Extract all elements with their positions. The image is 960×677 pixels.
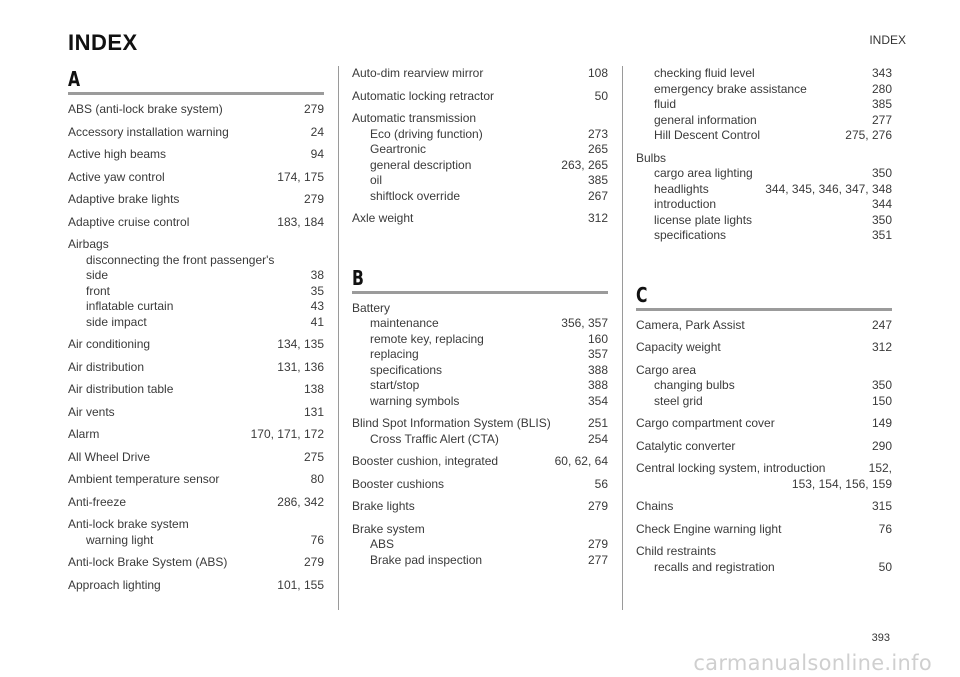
entry-term: steel grid xyxy=(654,393,703,408)
index-entry xyxy=(68,472,324,488)
section-a xyxy=(68,66,324,95)
subentry-continued xyxy=(68,268,324,284)
entry-pages: 315 xyxy=(871,499,892,513)
entry-row xyxy=(636,461,892,477)
entry-pages: 76 xyxy=(310,532,324,547)
entry-term: Capacity weight xyxy=(636,340,721,354)
subentry-row xyxy=(636,394,892,410)
entry-term: fluid xyxy=(654,97,677,111)
entry-term: general description xyxy=(370,157,472,172)
entry-row xyxy=(68,450,324,466)
entry-term: Child restraints xyxy=(636,544,717,558)
entry-row xyxy=(68,125,324,141)
entry-term: start/stop xyxy=(370,378,420,392)
entry-pages: 388 xyxy=(587,378,608,392)
index-column-1 xyxy=(68,66,324,600)
entries-col1 xyxy=(68,102,324,593)
subentry-row xyxy=(352,332,608,348)
entry-pages: 149 xyxy=(871,416,892,430)
index-entry xyxy=(68,360,324,376)
entry-term: Active high beams xyxy=(68,147,167,161)
index-entry xyxy=(352,301,608,410)
index-entry xyxy=(68,125,324,141)
index-entry xyxy=(636,151,892,244)
entry-term: Central locking system, introduction xyxy=(636,461,826,475)
section-c xyxy=(636,282,892,311)
entry-term: side impact xyxy=(86,314,147,329)
subentry-row xyxy=(352,378,608,394)
entry-pages: 290 xyxy=(871,438,892,453)
entry-pages: 279 xyxy=(587,499,608,513)
entry-pages: 279 xyxy=(587,537,608,551)
entry-term: introduction xyxy=(654,197,717,211)
index-entry xyxy=(68,405,324,421)
entry-row xyxy=(68,578,324,594)
entry-pages: 279 xyxy=(303,555,324,569)
entry-pages: 56 xyxy=(594,476,608,491)
entry-term: oil xyxy=(370,173,383,187)
entry-row xyxy=(352,477,608,493)
index-entry xyxy=(68,102,324,118)
entry-term: Accessory installation warning xyxy=(68,124,229,139)
index-entry xyxy=(352,522,608,569)
entry-term: Approach lighting xyxy=(68,577,161,592)
entry-pages: 350 xyxy=(871,378,892,392)
index-entry xyxy=(68,170,324,186)
entry-row xyxy=(352,416,608,432)
entries-col2a xyxy=(352,66,608,227)
entry-row xyxy=(68,555,324,571)
entry-term: Air vents xyxy=(68,404,115,419)
entry-term: Adaptive cruise control xyxy=(68,214,190,229)
watermark: carmanualsonline.info xyxy=(693,651,932,675)
index-entry xyxy=(68,337,324,353)
index-entry xyxy=(636,544,892,575)
index-entry xyxy=(352,477,608,493)
entry-term: remote key, replacing xyxy=(370,331,484,346)
entry-row xyxy=(636,439,892,455)
subentry-row xyxy=(352,189,608,205)
entry-row xyxy=(352,89,608,105)
entry-row xyxy=(68,360,324,376)
entry-pages: 275, 276 xyxy=(845,128,892,142)
entry-term: Automatic locking retractor xyxy=(352,88,495,103)
entry-row xyxy=(68,472,324,488)
entry-term: Anti-lock brake system xyxy=(68,517,189,531)
entry-term: headlights xyxy=(654,181,709,196)
entry-term: Brake system xyxy=(352,521,425,536)
entry-pages: 247 xyxy=(871,317,892,332)
entry-term: emergency brake assistance xyxy=(654,81,807,96)
entry-pages: 350 xyxy=(871,166,892,180)
entry-pages-continued: 153, 154, 156, 159 xyxy=(791,476,892,491)
entry-pages: 80 xyxy=(310,472,324,486)
entry-term: recalls and registration xyxy=(654,559,775,574)
subentry-row xyxy=(636,97,892,113)
entry-row xyxy=(352,499,608,515)
entry-pages: 388 xyxy=(587,362,608,377)
entry-term: Catalytic converter xyxy=(636,438,736,453)
entry-pages: 35 xyxy=(310,283,324,298)
entry-pages: 357 xyxy=(587,347,608,361)
column-divider xyxy=(622,66,623,610)
entry-pages: 343 xyxy=(871,66,892,80)
entry-term: Cargo compartment cover xyxy=(636,416,775,430)
index-entry xyxy=(636,461,892,492)
index-entry xyxy=(352,66,608,82)
entry-term: Booster cushions xyxy=(352,476,445,491)
index-entry xyxy=(68,495,324,511)
entry-row xyxy=(636,499,892,515)
index-entry xyxy=(68,215,324,231)
index-entry xyxy=(352,416,608,447)
index-entry xyxy=(636,66,892,144)
entry-pages: 344, 345, 346, 347, 348 xyxy=(765,181,892,196)
subentry-row xyxy=(352,142,608,158)
entry-term: Chains xyxy=(636,499,674,513)
entry-pages: 279 xyxy=(303,192,324,206)
index-entry xyxy=(352,111,608,204)
entry-row xyxy=(636,340,892,356)
entry-term: Anti-lock Brake System (ABS) xyxy=(68,555,228,569)
entry-pages: 354 xyxy=(587,393,608,408)
section-rule xyxy=(352,291,608,294)
index-entry xyxy=(68,382,324,398)
entry-row xyxy=(352,454,608,470)
subentry-row xyxy=(352,158,608,174)
index-entry xyxy=(68,192,324,208)
section-letter-c: C xyxy=(636,282,648,307)
entry-pages: 41 xyxy=(310,314,324,329)
entry-term: Active yaw control xyxy=(68,169,165,184)
entry-pages: 150 xyxy=(871,393,892,408)
section-letter-b: B xyxy=(352,265,364,290)
entry-term: changing bulbs xyxy=(654,378,735,392)
entry-pages: 385 xyxy=(871,97,892,111)
entry-row xyxy=(68,495,324,511)
section-rule xyxy=(68,92,324,95)
entry-term: Ambient temperature sensor xyxy=(68,472,220,486)
entry-pages: 251 xyxy=(587,416,608,430)
subentry-row xyxy=(352,173,608,189)
entry-pages: 160 xyxy=(587,331,608,346)
subentry-row xyxy=(68,315,324,331)
entry-pages: 312 xyxy=(587,211,608,225)
entry-row xyxy=(68,147,324,163)
entry-term: Air distribution table xyxy=(68,382,174,396)
entry-pages: 385 xyxy=(587,173,608,187)
index-entry xyxy=(636,340,892,356)
subentry-row xyxy=(68,299,324,315)
entry-pages: 265 xyxy=(587,142,608,156)
entry-pages: 108 xyxy=(587,66,608,80)
entry-pages: 279 xyxy=(303,102,324,116)
entry-row xyxy=(636,151,892,167)
entry-row xyxy=(68,215,324,231)
entry-row xyxy=(68,517,324,533)
entry-pages: 286, 342 xyxy=(277,494,324,509)
entry-term: checking fluid level xyxy=(654,66,755,80)
index-entry xyxy=(636,416,892,432)
entry-pages: 101, 155 xyxy=(277,577,324,592)
subentry-row xyxy=(636,128,892,144)
section-rule xyxy=(636,308,892,311)
index-entry xyxy=(636,499,892,515)
entry-pages: 350 xyxy=(871,212,892,227)
entry-pages: 134, 135 xyxy=(277,337,324,351)
entry-term: specifications xyxy=(370,362,443,377)
entry-row xyxy=(68,405,324,421)
entry-term: cargo area lighting xyxy=(654,166,753,180)
subentry-row xyxy=(636,82,892,98)
subentry-row xyxy=(636,213,892,229)
entry-term: general information xyxy=(654,112,757,127)
entry-pages: 351 xyxy=(871,228,892,242)
section-letter-a: A xyxy=(68,67,81,91)
index-column-3 xyxy=(636,66,892,582)
entry-term: Brake pad inspection xyxy=(370,552,483,567)
index-entry xyxy=(68,450,324,466)
entry-pages: 312 xyxy=(871,340,892,354)
entry-row xyxy=(636,363,892,379)
column-divider xyxy=(338,66,339,610)
entry-pages: 263, 265 xyxy=(561,157,608,172)
entry-pages: 60, 62, 64 xyxy=(554,454,608,468)
subentry-row xyxy=(68,253,324,269)
entry-pages: 170, 171, 172 xyxy=(250,427,324,441)
index-entry xyxy=(68,237,324,330)
subentry-row xyxy=(636,197,892,213)
entry-term: warning light xyxy=(86,532,154,547)
entry-term: warning symbols xyxy=(370,393,460,408)
entry-term: ABS xyxy=(370,537,395,551)
entry-term: Bulbs xyxy=(636,150,667,165)
entry-term: disconnecting the front passenger's xyxy=(86,252,275,267)
entry-pages: 273 xyxy=(587,126,608,141)
entry-pages: 43 xyxy=(310,299,324,313)
entry-row xyxy=(68,427,324,443)
entry-pages: 131, 136 xyxy=(277,359,324,374)
entry-pages: 280 xyxy=(871,81,892,96)
index-entry xyxy=(68,517,324,548)
entry-term: specifications xyxy=(654,228,727,242)
entries-col3b xyxy=(636,318,892,576)
index-entry xyxy=(68,555,324,571)
index-entry xyxy=(68,578,324,594)
entry-row xyxy=(352,66,608,82)
subentry-row xyxy=(352,553,608,569)
entry-term: inflatable curtain xyxy=(86,299,174,313)
entry-term: Air conditioning xyxy=(68,337,151,351)
subentry-row xyxy=(352,347,608,363)
entry-term: side xyxy=(86,268,109,282)
subentry-row xyxy=(636,560,892,576)
subentry-row xyxy=(636,166,892,182)
entry-term: Cross Traffic Alert (CTA) xyxy=(370,431,499,446)
index-entry xyxy=(352,499,608,515)
section-b xyxy=(352,265,608,294)
entry-pages: 138 xyxy=(303,382,324,396)
subentry-row xyxy=(636,228,892,244)
entry-pages: 254 xyxy=(587,431,608,446)
entry-term: Eco (driving function) xyxy=(370,126,483,141)
entry-pages: 38 xyxy=(310,268,324,282)
entry-row xyxy=(352,301,608,317)
index-entry xyxy=(352,211,608,227)
entry-row xyxy=(636,416,892,432)
page-title: INDEX xyxy=(68,30,138,55)
subentry-row xyxy=(636,113,892,129)
index-entry xyxy=(68,147,324,163)
entries-col2b xyxy=(352,301,608,569)
entry-row xyxy=(636,522,892,538)
entry-pages: 356, 357 xyxy=(561,316,608,330)
entry-term: maintenance xyxy=(370,316,439,330)
entry-row xyxy=(68,337,324,353)
entry-pages: 277 xyxy=(587,552,608,567)
entry-row xyxy=(636,318,892,334)
subentry-row xyxy=(352,127,608,143)
entry-term: license plate lights xyxy=(654,212,753,227)
entry-term: Brake lights xyxy=(352,499,415,513)
entry-term: Booster cushion, integrated xyxy=(352,454,499,468)
index-column-2 xyxy=(352,66,608,575)
entry-term: Battery xyxy=(352,300,391,315)
page-number: 393 xyxy=(871,632,890,644)
entry-term: Airbags xyxy=(68,237,109,251)
entry-row xyxy=(68,382,324,398)
entry-row xyxy=(636,544,892,560)
index-entry xyxy=(68,427,324,443)
entry-term: Automatic transmission xyxy=(352,111,477,125)
entry-term: Camera, Park Assist xyxy=(636,317,745,332)
entry-term: Alarm xyxy=(68,427,100,441)
entry-term: Axle weight xyxy=(352,211,414,225)
entry-term: Geartronic xyxy=(370,142,427,156)
entry-pages: 76 xyxy=(878,521,892,536)
entry-pages: 344 xyxy=(871,197,892,211)
entry-row xyxy=(352,522,608,538)
entry-term: Air distribution xyxy=(68,359,145,374)
entry-pages: 152, xyxy=(868,461,892,475)
entry-row xyxy=(68,170,324,186)
index-entry xyxy=(352,89,608,105)
subentry-row xyxy=(352,537,608,553)
subentry-row xyxy=(636,182,892,198)
index-entry xyxy=(636,522,892,538)
entry-term: front xyxy=(86,283,111,298)
subentry-row xyxy=(352,316,608,332)
entry-pages: 267 xyxy=(587,188,608,203)
entry-term: All Wheel Drive xyxy=(68,449,151,464)
subentry-row xyxy=(352,432,608,448)
subentry-row xyxy=(352,363,608,379)
entry-row xyxy=(68,237,324,253)
entry-term: Hill Descent Control xyxy=(654,128,761,142)
entry-pages: 94 xyxy=(310,147,324,161)
entries-col3a xyxy=(636,66,892,244)
entry-row xyxy=(352,211,608,227)
entry-term: shiftlock override xyxy=(370,188,461,203)
entry-pages: 50 xyxy=(878,559,892,574)
subentry-row xyxy=(352,394,608,410)
index-entry xyxy=(636,439,892,455)
index-entry xyxy=(636,318,892,334)
entry-term: ABS (anti-lock brake system) xyxy=(68,102,223,116)
index-entry xyxy=(352,454,608,470)
subentry-row xyxy=(68,284,324,300)
entry-pages: 174, 175 xyxy=(277,169,324,184)
entry-pages: 275 xyxy=(303,449,324,464)
entry-row xyxy=(68,192,324,208)
entry-pages: 50 xyxy=(594,88,608,103)
subentry-row xyxy=(68,533,324,549)
entry-term: Blind Spot Information System (BLIS) xyxy=(352,416,551,430)
entry-term: Cargo area xyxy=(636,362,697,377)
subentry-row xyxy=(636,66,892,82)
running-header: INDEX xyxy=(869,33,906,47)
entry-term: replacing xyxy=(370,347,419,361)
entry-pages: 183, 184 xyxy=(277,214,324,229)
entry-term: Check Engine warning light xyxy=(636,521,782,536)
entry-pages: 131 xyxy=(303,404,324,419)
entry-row xyxy=(68,102,324,118)
index-entry xyxy=(636,363,892,410)
entry-term: Adaptive brake lights xyxy=(68,192,180,206)
entry-pages: 277 xyxy=(871,112,892,127)
subentry-row xyxy=(636,378,892,394)
entry-term: Auto-dim rearview mirror xyxy=(352,66,484,80)
entry-pages: 24 xyxy=(310,124,324,139)
entry-term: Anti-freeze xyxy=(68,494,127,509)
entry-row xyxy=(352,111,608,127)
